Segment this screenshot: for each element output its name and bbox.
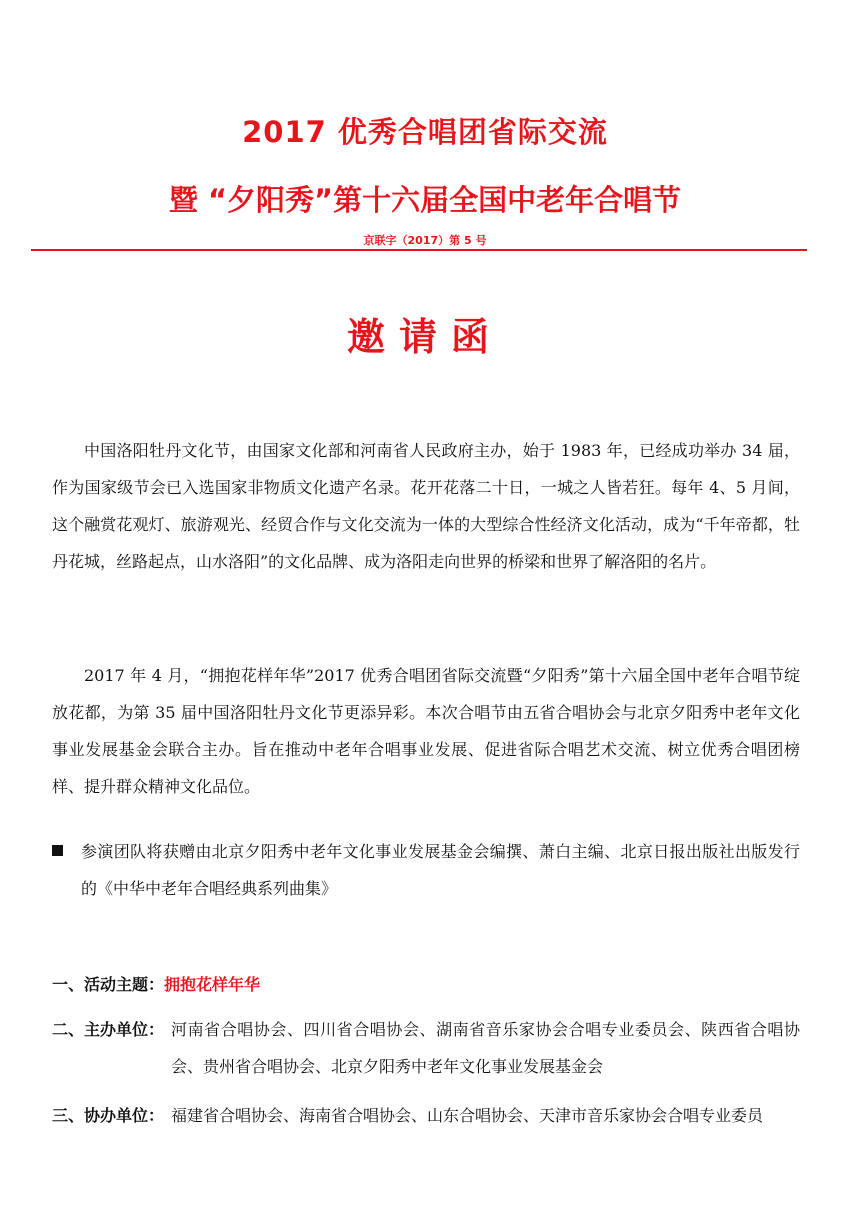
invitation-heading: 邀请函 [346, 315, 503, 359]
header-divider [31, 249, 807, 251]
section-cohost [52, 1097, 800, 1134]
host-label: 二、主办单位： [52, 1020, 165, 1039]
cohost-value: 福建省合唱协会、海南省合唱协会、山东合唱协会、天津市音乐家协会合唱专业委员 [171, 1106, 764, 1125]
title-line-1: 2017 优秀合唱团省际交流 [242, 115, 608, 149]
theme-value: 拥抱花样年华 [164, 975, 261, 994]
section-host [52, 1011, 800, 1076]
host-value: 河南省合唱协会、四川省合唱协会、湖南省音乐家协会合唱专业委员会、陕西省合唱协会、贵州省合唱协会、北京夕阳秀中老年文化事业发展基金会 [171, 1020, 800, 1076]
bullet-item [52, 833, 800, 898]
square-bullet-icon [52, 845, 63, 856]
document-number: 京联字（2017）第 5 号 [363, 234, 487, 247]
bullet-text: 参演团队将获赠由北京夕阳秀中老年文化事业发展基金会编撰、萧白主编、北京日报出版社出版发行的《中华中老年合唱经典系列曲集》 [81, 842, 800, 898]
cohost-label: 三、协办单位： [52, 1106, 165, 1125]
event-paragraph: 2017 年 4 月，“拥抱花样年华”2017 优秀合唱团省际交流暨“夕阳秀”第十六届全国中老年合唱节绽放花都，为第 35 届中国洛阳牡丹文化节更添异彩。本次合唱节由五省合唱协会与北京夕阳秀中老年文化事业发展基金会联合主办。旨在推动中老年合唱事业发展、促进省际合唱艺术交流、树立优秀合唱团榜样、提升群众精神文化品位。 [52, 666, 800, 796]
theme-label: 一、活动主题： [52, 975, 165, 994]
intro-paragraph: 中国洛阳牡丹文化节，由国家文化部和河南省人民政府主办，始于 1983 年，已经成功举办 34 届，作为国家级节会已入选国家非物质文化遗产名录。花开花落二十日，一城之人皆若狂。每年 4、5 月间，这个融赏花观灯、旅游观光、经贸合作与文化交流为一体的大型综合性经济文化活动，成为“千年帝都，牡丹花城，丝路起点，山水洛阳”的文化品牌、成为洛阳走向世界的桥梁和世界了解洛阳的名片。 [52, 441, 800, 571]
title-line-2: 暨 “夕阳秀”第十六届全国中老年合唱节 [168, 183, 682, 217]
section-theme [52, 966, 800, 1003]
